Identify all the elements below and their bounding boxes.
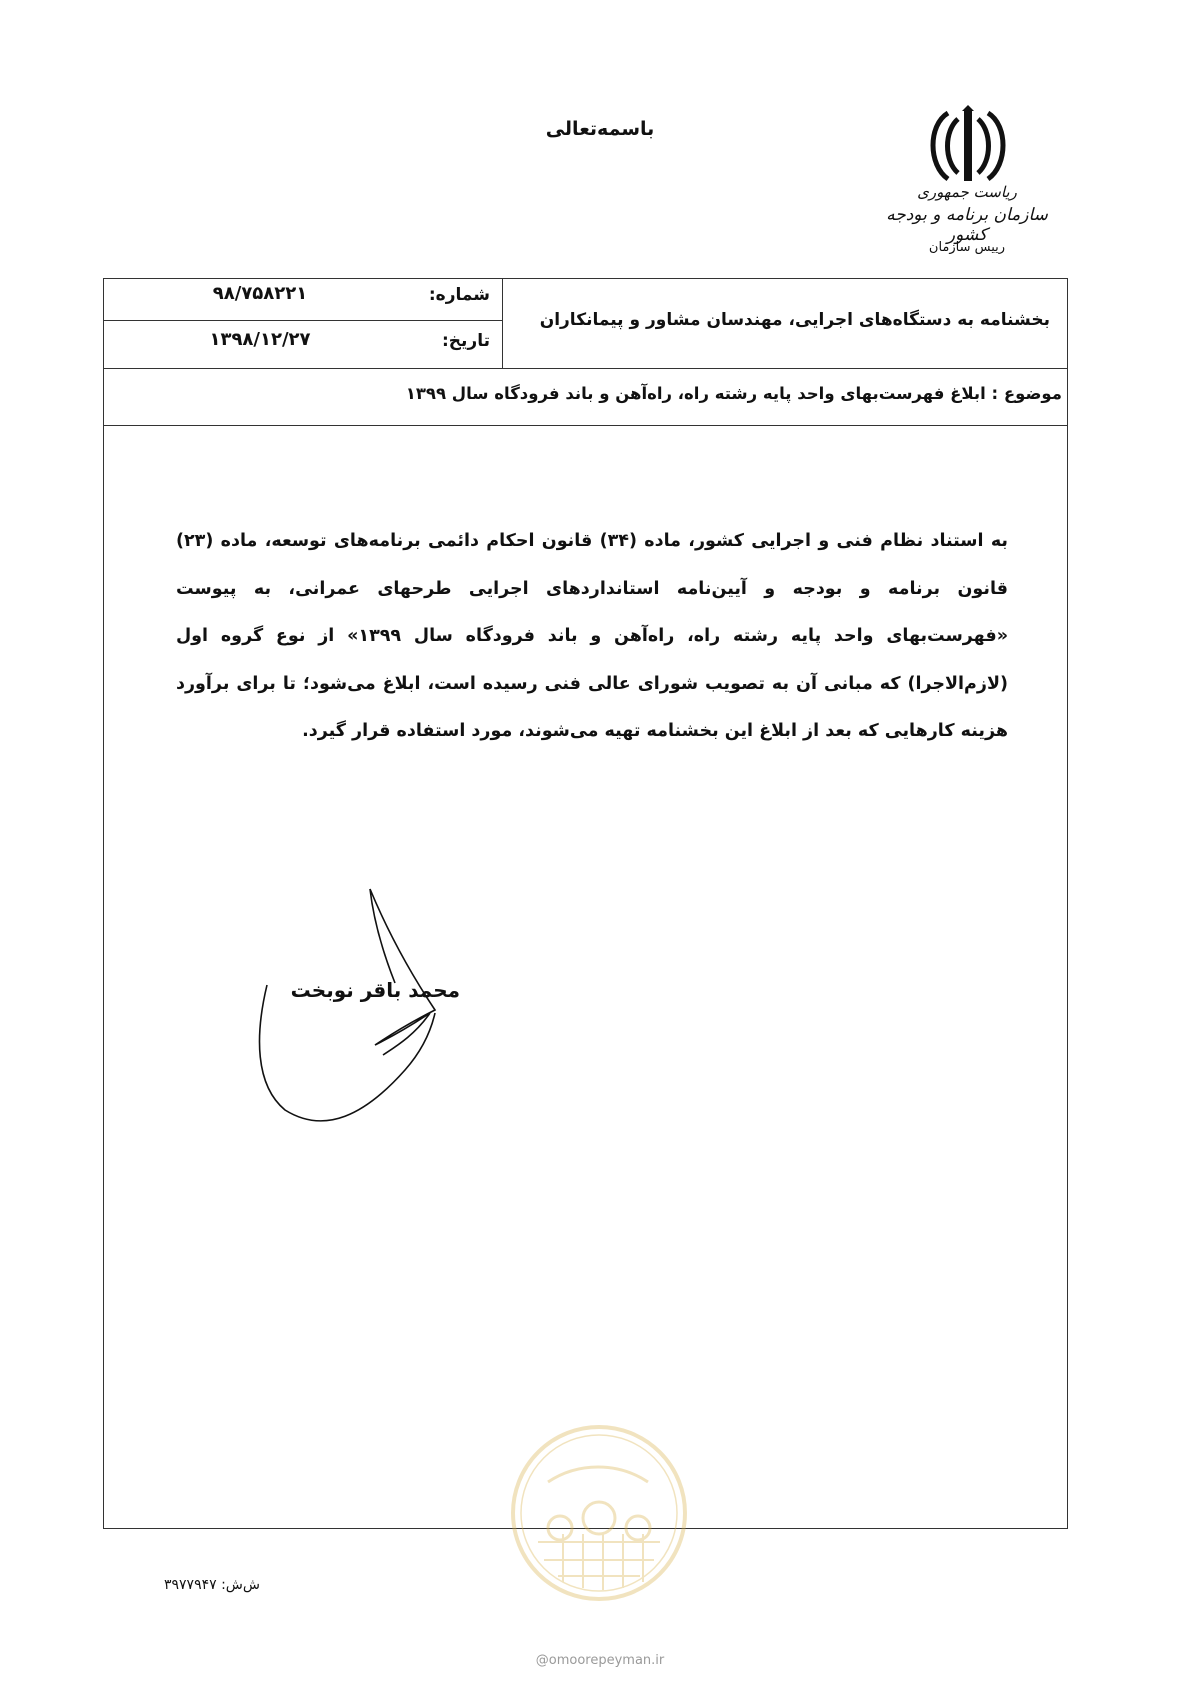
invocation-heading: باسمه‌تعالی: [545, 118, 655, 140]
iran-emblem-icon: [918, 105, 1018, 187]
website-watermark: @omoorepeyman.ir: [535, 1653, 665, 1668]
subject-line: موضوع : ابلاغ فهرست‌بهای واحد پایه رشته راه، راه‌آهن و باند فرودگاه سال ۱۳۹۹: [405, 384, 1062, 403]
letter-frame: [103, 278, 1068, 1529]
org-presidency: ریاست جمهوری: [917, 183, 1017, 201]
date-label: تاریخ:: [442, 331, 490, 351]
header-divider: [103, 368, 1068, 369]
document-reference: ش‌ش: ۳۹۷۷۹۴۷: [164, 1577, 260, 1593]
org-name: سازمان برنامه و بودجه کشور: [886, 205, 1048, 245]
meta-divider: [103, 320, 502, 321]
date-value: ۱۳۹۸/۱۲/۲۷: [209, 329, 311, 350]
subject-divider: [103, 425, 1068, 426]
number-label: شماره:: [428, 285, 490, 305]
letter-body: به استناد نظام فنی و اجرایی کشور، ماده (۳۴) قانون احکام دائمی برنامه‌های توسعه، ماده (۲۳) قانون برنامه و بودجه و آیین‌نامه استانداردهای اجرایی طرحهای عمرانی، به پیوست «فهرست‌بهای واحد پایه رشته راه، راه‌آهن و باند فرودگاه سال ۱۳۹۹» از نوع گروه اول (لازم‌الاجرا) که مبانی آن به تصویب شورای عالی فنی رسیده است، ابلاغ می‌شود؛ تا برای برآورد هزینه کارهایی که بعد از ابلاغ این بخشنامه تهیه می‌شوند، مورد استفاده قرار گیرد.: [176, 531, 1008, 741]
handwritten-signature: [255, 885, 470, 1130]
watermark-seal-icon: [508, 1422, 690, 1604]
org-head-title: رییس سازمان: [928, 240, 1006, 255]
signer-name: محمد باقر نوبخت: [290, 978, 460, 1002]
number-value: ۹۸/۷۵۸۲۲۱: [212, 283, 308, 304]
addressee: بخشنامه به دستگاه‌های اجرایی، مهندسان مشاور و پیمانکاران: [539, 310, 1050, 330]
meta-vertical-divider: [502, 278, 503, 368]
